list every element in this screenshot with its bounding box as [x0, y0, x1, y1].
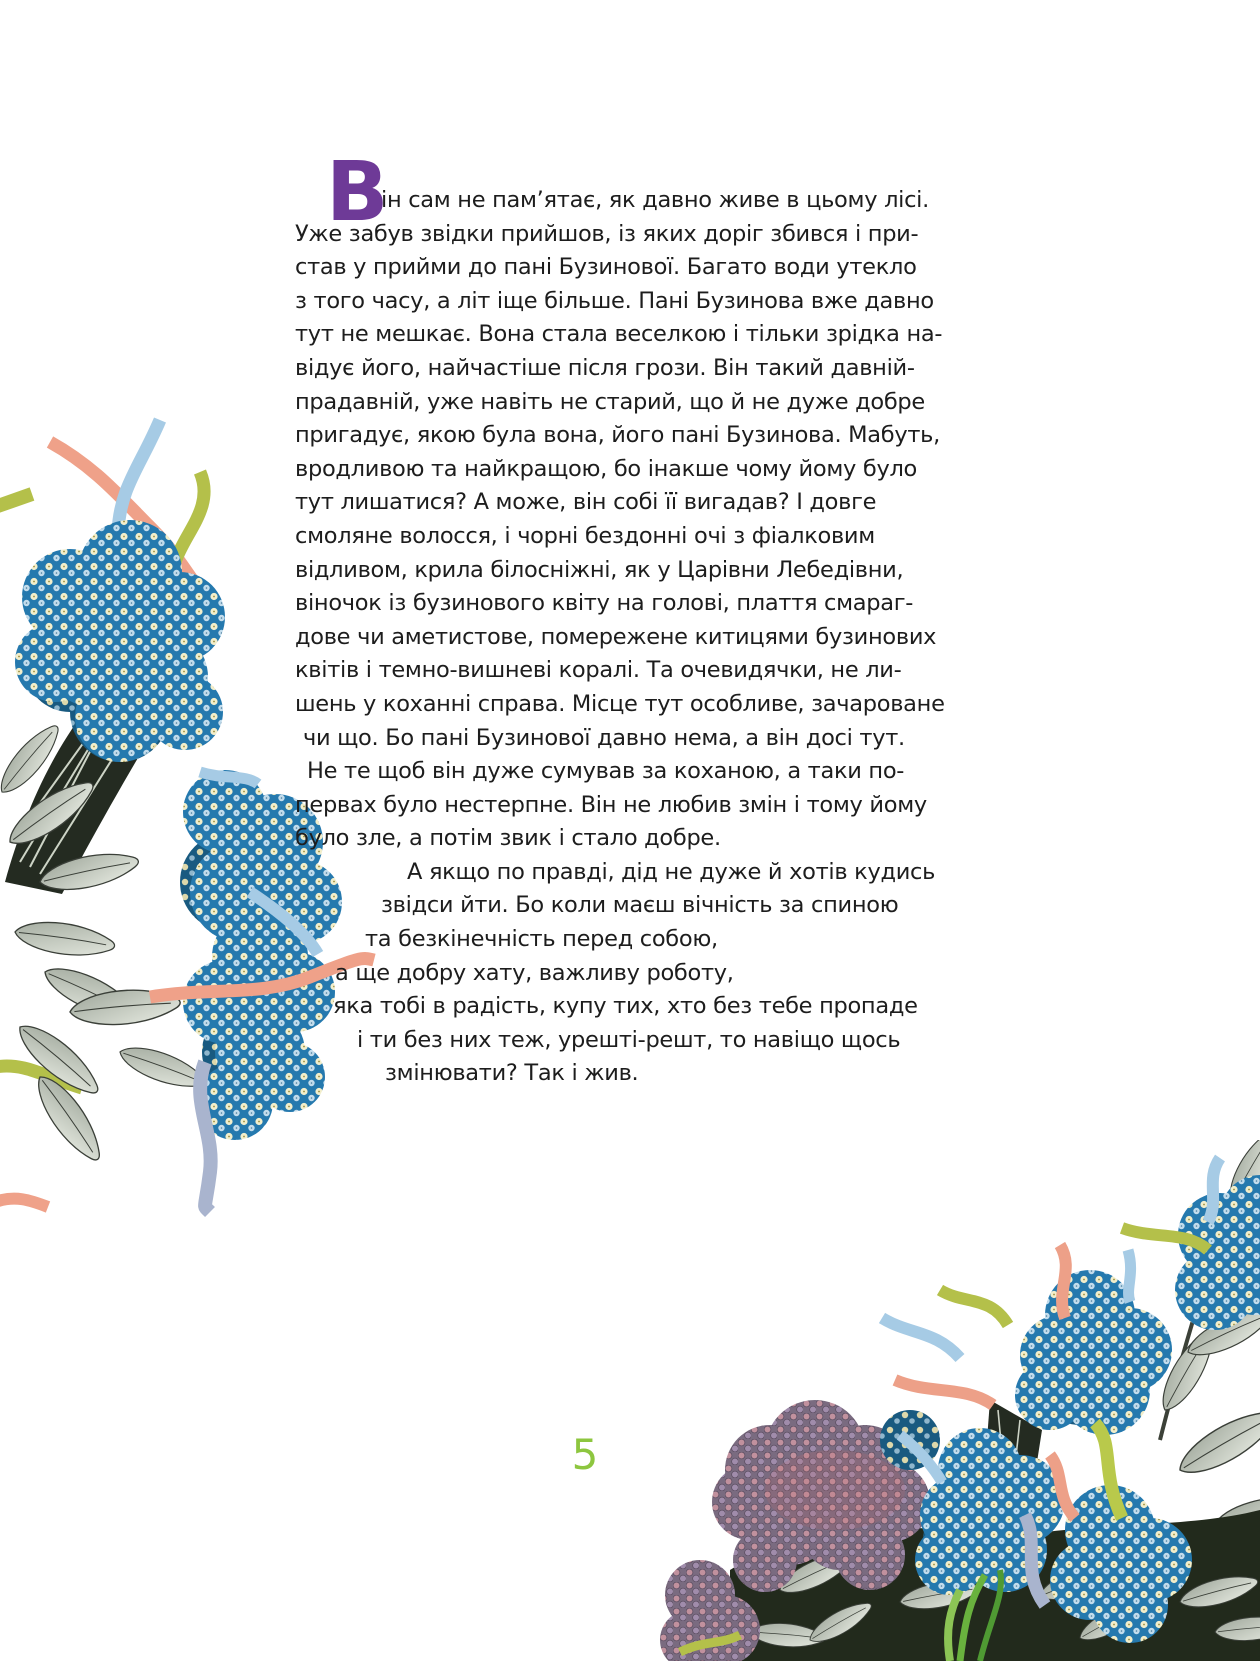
text-line: квітів і темно-вишневі коралі. Та очевидячки, не ли- [295, 657, 902, 684]
text-line: прадавній, уже навіть не старий, що й не дуже добре [295, 388, 925, 415]
text-line: первах було нестерпне. Він не любив змін і тому йому [295, 791, 927, 818]
text-line: вродливою та найкращою, бо інакше чому йому було [295, 455, 918, 482]
text-line: смоляне волосся, і чорні бездонні очі з фіалковим [295, 522, 875, 549]
text-line: дове чи аметистове, помережене китицями бузинових [295, 623, 937, 650]
text-line: а ще добру хату, важливу роботу, [335, 959, 734, 986]
text-line: і ти без них теж, урешті-решт, то навіщо щось [357, 1026, 901, 1053]
text-line: звідси йти. Бо коли маєш вічність за спиною [381, 892, 899, 919]
text-line: Уже забув звідки прийшов, із яких доріг збився і при- [295, 220, 919, 247]
text-line: та безкінечність перед собою, [365, 926, 718, 953]
text-line: відливом, крила білосніжні, як у Царівни Лебедівни, [295, 556, 904, 583]
text-line: тут не мешкає. Вона стала веселкою і тільки зрідка на- [295, 321, 943, 348]
text-line: яка тобі в радість, купу тих, хто без тебе пропаде [333, 993, 918, 1020]
flower-cluster [1015, 1270, 1172, 1435]
text-line: ін сам не пам’ятає, як давно живе в цьому лісі. [381, 187, 929, 213]
text-line: став у прийми до пані Бузинової. Багато води утекло [295, 254, 917, 281]
text-line: Не те щоб він дуже сумував за коханою, а таки по- [307, 758, 905, 785]
story-text [295, 184, 975, 1091]
text-line: А якщо по правді, дід не дуже й хотів кудись [407, 858, 936, 885]
text-line: відує його, найчастіше після грози. Він такий давній- [295, 354, 915, 381]
text-line: було зле, а потім звик і стало добре. [295, 825, 721, 852]
text-line: віночок із бузинового квіту на голові, плаття смараг- [295, 590, 914, 617]
text-line: з того часу, а літ іще більше. Пані Бузинова вже давно [295, 287, 934, 314]
text-line: пригадує, якою була вона, його пані Бузинова. Мабуть, [295, 422, 940, 449]
text-line: змінювати? Так і жив. [385, 1060, 639, 1087]
text-line: тут лишатися? А може, він собі її вигадав? І довге [295, 489, 877, 516]
elderflower-illustration-bottom-right [660, 1140, 1260, 1661]
text-line: чи що. Бо пані Бузинової давно нема, а він досі тут. [303, 724, 905, 751]
page-number: 5 [571, 1430, 599, 1479]
drop-cap: В [326, 145, 389, 240]
text-line: шень у коханні справа. Місце тут особливе, зачароване [295, 690, 945, 717]
flower-cluster [15, 520, 225, 762]
